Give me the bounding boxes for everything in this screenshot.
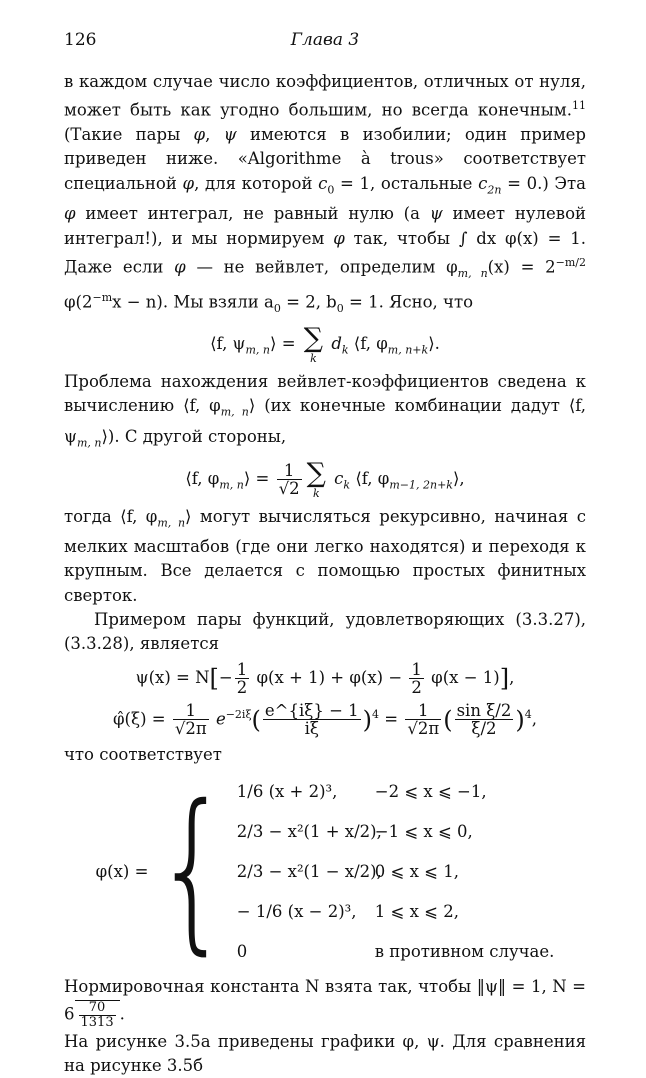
case-row xyxy=(237,893,555,929)
case-expression: 2/3 − x²(1 + x/2), xyxy=(236,821,382,841)
case-condition: −2 ⩽ x ⩽ −1, xyxy=(374,781,487,801)
case-row xyxy=(237,853,555,889)
paragraph-2: Проблема нахождения вейвлет-коэффициентов сведена к вычислению ⟨f, $\varphi_{m, n}⟩$ (их конечные комбинации дадут ⟨f, $\psi_{m, n}⟩$). С другой стороны, xyxy=(64,372,587,450)
footnote-ref: 11 xyxy=(572,99,586,113)
fraction: $\frac{1}{√2}$ xyxy=(278,460,300,498)
paragraph-6: Нормировочная константа N взята так, чтобы ‖ψ‖ = 1, N = 6 $\frac{70}{1313}$ . xyxy=(64,977,586,1030)
case-condition: −1 ⩽ x ⩽ 0, xyxy=(374,821,473,841)
paragraph-4: Примером пары функций, удовлетворяющих (3.3.27), (3.3.28), является xyxy=(64,610,586,654)
sum-symbol: ∑ k xyxy=(306,457,326,500)
case-expression: 2/3 − x²(1 − x/2), xyxy=(236,861,382,881)
paragraph-1: в каждом случае число коэффициентов, отличных от нуля, может быть как угодно большим, но всегда конечным.$^{11}$ (Такие пары φ, ψ имеются в изобилии; один пример приведен ниже. «Algorithme à trous» соответствует специальной φ, для которой $c_0 = 1$, остальные $c_{2n} = 0$.) Эта φ имеет интеграл, не равный нулю (а ψ имеет нулевой интеграл!), и мы нормируем φ так, чтобы ∫ dx φ(x) = 1. Даже если φ — не вейвлет, определим $\varphi_{m, n}(x) = 2^{-m/2}$ $\varphi(2^{-m}x - n)$. Мы взяли $a_0 = 2$, $b_0 = 1$. Ясно, что xyxy=(64,72,587,315)
case-expression: 1/6 (x + 2)³, xyxy=(236,781,338,801)
paragraph-5: что соответствует xyxy=(64,745,222,765)
sum-symbol: ∑ k xyxy=(303,323,324,366)
case-condition: в противном случае. xyxy=(374,941,555,961)
equation-4: φ̂(ξ) = $\frac{1}{√2\pi}$ $e^{-2i\xi}$( $\frac{e\^{}\{i\xi\} - 1}{i\xi}$ )$^4$ = $\frac{1}{√2\pi}$ ( $\frac{\text{sin ξ/2}}{\xi/2}$ )$^4$, xyxy=(113,701,537,739)
page-body xyxy=(64,70,586,1078)
case-condition: 1 ⩽ x ⩽ 2, xyxy=(374,901,459,921)
paragraph-7: На рисунке 3.5а приведены графики φ, ψ. Для сравнения на рисунке 3.5б xyxy=(64,1031,586,1076)
paragraph-3: тогда ⟨f, $\varphi_{m, n}⟩$ могут вычисляться рекурсивно, начиная с мелких масштабов (где они легко находятся) и переходя к крупным. Все делается с помощью простых финитных сверток. xyxy=(64,506,586,605)
case-row xyxy=(237,813,555,849)
brace-icon: { xyxy=(154,769,231,972)
case-expression: 0 xyxy=(236,941,248,961)
page-number: 126 xyxy=(64,30,97,50)
case-condition: 0 ⩽ x ⩽ 1, xyxy=(374,861,459,881)
piecewise-definition: φ(x) = { 1/6 (x + 2)³, −2 ⩽ x ⩽ −1, 2/3 − x²(1 + x/2), −1 ⩽ x ⩽ 0, 2/3 − x²(1 − x/2), 0 ⩽ x ⩽ 1, − 1/6 (x − 2)³, 1 ⩽ x ⩽ 2, 0 в противном случае. xyxy=(95,769,555,972)
equation-3: ψ(x) = N[− $\frac{1}{2}$ φ(x + 1) + φ(x) − $\frac{1}{2}$ φ(x − 1)], xyxy=(135,659,515,697)
equation-2: ⟨f, $\varphi_{m, n}⟩$ = $\frac{1}{√2}$ ∑ k $c_k$ ⟨f, $\varphi_{m-1, 2n+k}⟩$, xyxy=(185,457,465,500)
case-row xyxy=(237,933,555,969)
page-header xyxy=(64,30,586,52)
case-row xyxy=(237,773,555,809)
equation-1: ⟨f, $\psi_{m, n}⟩$ = ∑ k $d_k$ ⟨f, $\varphi_{m, n+k}⟩$. xyxy=(210,323,440,366)
chapter-title: Глава 3 xyxy=(290,30,360,50)
case-expression: − 1/6 (x − 2)³, xyxy=(236,901,357,921)
